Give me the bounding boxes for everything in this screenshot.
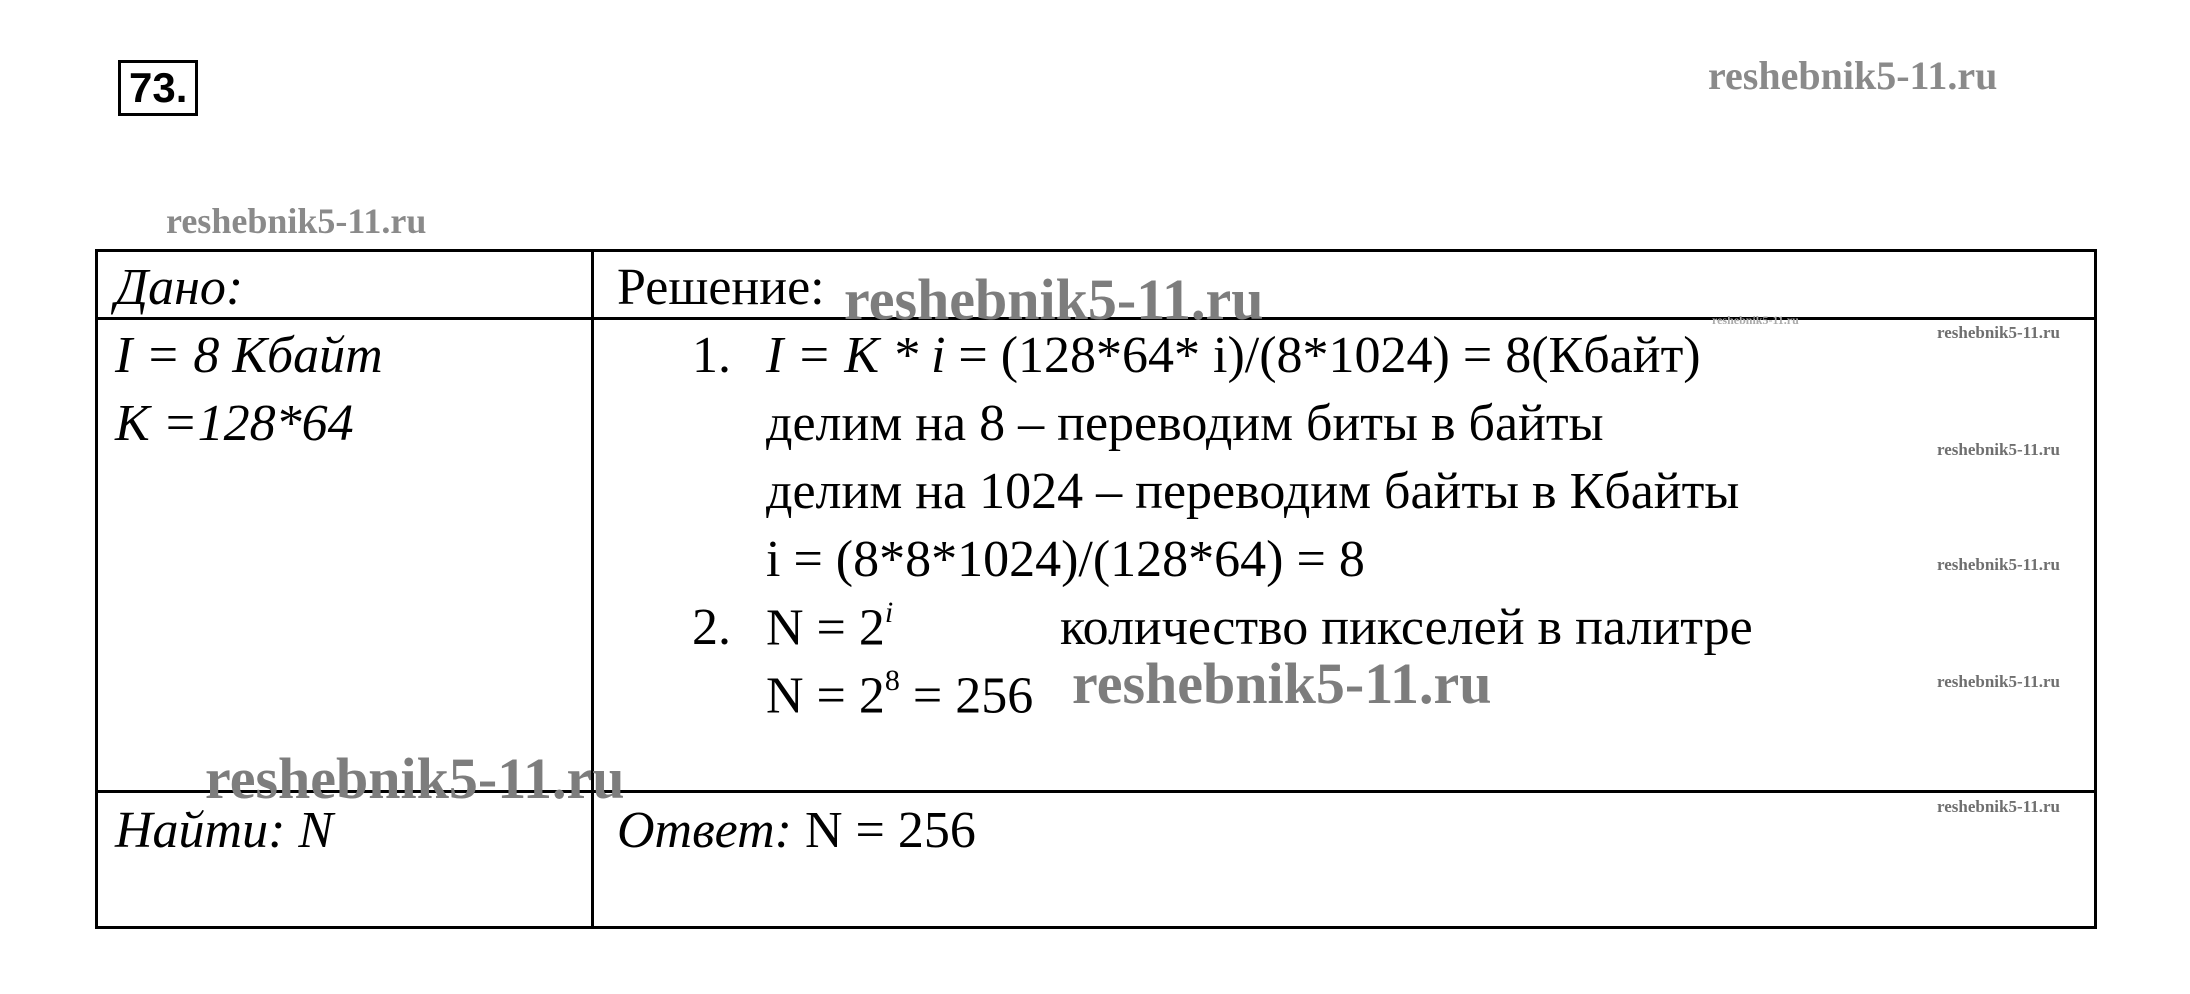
step2-result <box>766 664 1034 725</box>
step2-note: количество пикселей в палитре <box>1060 599 1753 656</box>
step2-number: 2. <box>692 599 731 656</box>
step1-rest: = (128*64* i)/(8*1024) = 8(Кбайт) <box>958 327 1701 384</box>
i-calculation: i = (8*8*1024)/(128*64) = 8 <box>766 531 1365 588</box>
answer-line <box>617 802 976 859</box>
step1-number: 1. <box>692 327 731 384</box>
step2-base: N = 2 <box>766 599 885 657</box>
find-line <box>115 802 334 859</box>
step2b-rest: = 256 <box>912 667 1034 725</box>
problem-number: 73. <box>118 60 198 116</box>
step2b-base: N = 2 <box>766 667 885 725</box>
step2-formula <box>766 596 894 657</box>
watermark-bottom-left: reshebnik5-11.ru <box>205 746 625 811</box>
column-divider <box>591 249 594 929</box>
watermark-side-1: reshebnik5-11.ru <box>1937 323 2060 342</box>
given-line-1: I = 8 Кбайт <box>115 327 383 384</box>
step2-exponent: i <box>884 596 894 629</box>
given-header: Дано: <box>115 259 244 316</box>
watermark-side-2: reshebnik5-11.ru <box>1937 440 2060 459</box>
solution-header: Решение: <box>617 259 825 316</box>
watermark-top: reshebnik5-11.ru <box>1708 53 1998 98</box>
step2b-exponent: 8 <box>884 664 900 697</box>
step1-formula: I = К * i <box>766 327 946 384</box>
answer-value: N = 256 <box>804 802 976 859</box>
find-value: : N <box>268 802 334 859</box>
note-bits-to-bytes: делим на 8 – переводим биты в байты <box>766 395 1604 452</box>
watermark-above-table: reshebnik5-11.ru <box>166 201 427 241</box>
watermark-mid: reshebnik5-11.ru <box>1072 651 1492 716</box>
answer-label: Ответ: <box>617 802 792 859</box>
watermark-side-3: reshebnik5-11.ru <box>1937 555 2060 574</box>
given-line-2: К =128*64 <box>115 395 354 452</box>
step1-line <box>766 327 1701 384</box>
watermark-solution-header: reshebnik5-11.ru <box>844 267 1264 332</box>
watermark-side-4: reshebnik5-11.ru <box>1937 672 2060 691</box>
watermark-side-5: reshebnik5-11.ru <box>1937 797 2060 816</box>
find-label: Найти <box>115 802 269 859</box>
watermark-tiny: reshebnik5-11.ru <box>1712 313 1799 327</box>
note-bytes-to-kbytes: делим на 1024 – переводим байты в Кбайты <box>766 463 1740 520</box>
